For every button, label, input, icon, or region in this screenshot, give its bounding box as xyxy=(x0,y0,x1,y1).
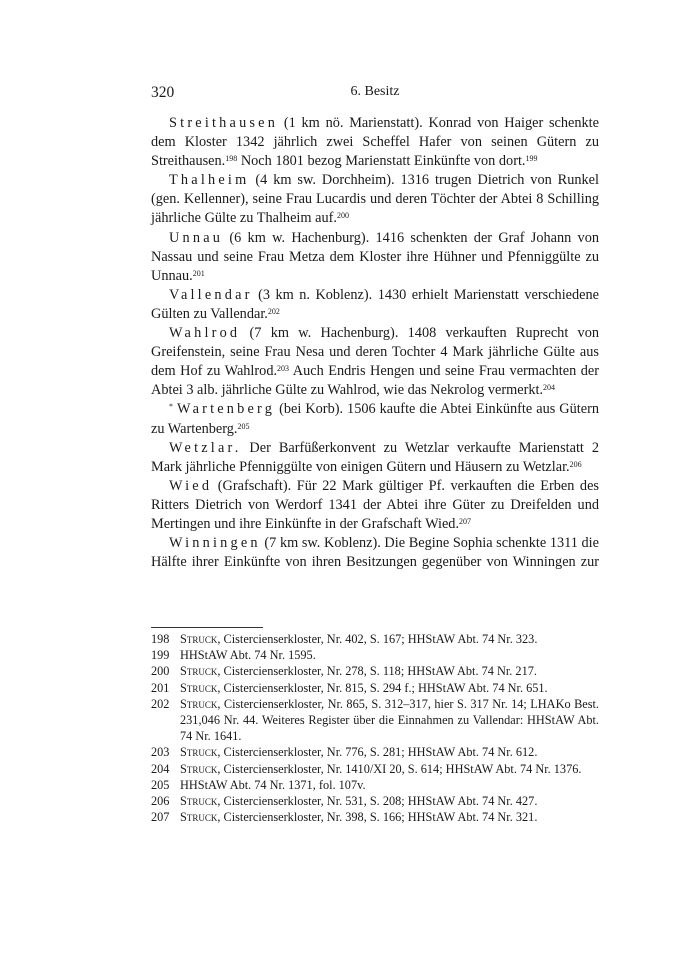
footnote xyxy=(151,663,599,679)
entry-text: (7 km w. Hachenburg). 1408 verkauften Ruprecht von Greifenstein, seine Frau Nesa und deren Tochter 4 Mark jährliche Gülte aus dem Hof zu Wahlrod. xyxy=(151,325,599,380)
entry-paragraph xyxy=(151,400,599,438)
entry-text: (3 km n. Koblenz). 1430 erhielt Marienstatt verschiedene Gülten zu Vallendar. xyxy=(151,286,599,322)
footnote xyxy=(151,761,599,777)
entry-text: Noch 1801 bezog Marienstatt Einkünfte von dort. xyxy=(237,153,526,170)
footnote xyxy=(151,680,599,696)
footnote-text: , Cistercienserkloster, Nr. 1410/XI 20, S. 614; HHStAW Abt. 74 Nr. 1376. xyxy=(217,761,582,776)
entry-paragraph xyxy=(151,534,599,572)
entry-paragraph xyxy=(151,171,599,228)
footnote-text: , Cistercienserkloster, Nr. 776, S. 281; HHStAW Abt. 74 Nr. 612. xyxy=(217,745,538,760)
entry-text: (6 km w. Hachenburg). 1416 schenkten der Graf Johann von Nassau und seine Frau Metza dem Kloster ihre Hühner und Pfenniggülte zu Unnau. xyxy=(151,229,599,284)
footnote-number: 204 xyxy=(151,761,170,776)
footnotes xyxy=(151,631,599,825)
footnote xyxy=(151,647,599,663)
footnote-text: , Cistercienserkloster, Nr. 531, S. 208; HHStAW Abt. 74 Nr. 427. xyxy=(217,794,538,809)
footnote xyxy=(151,696,599,745)
footnote-number: 202 xyxy=(151,696,170,711)
main-text xyxy=(151,114,599,572)
footnote-text: HHStAW Abt. 74 Nr. 1371, fol. 107v. xyxy=(180,777,366,792)
footnote-author: Struck xyxy=(180,680,218,695)
footnote-number: 198 xyxy=(151,632,170,646)
footnote-ref: 202 xyxy=(267,306,280,316)
footnote-ref: 200 xyxy=(336,211,349,221)
place-name: Winningen xyxy=(169,535,261,552)
footnote-author: Struck xyxy=(180,761,218,776)
footnote-ref: 199 xyxy=(525,154,538,164)
place-name: Wetzlar. xyxy=(169,439,242,456)
footnote-number: 201 xyxy=(151,680,170,695)
entry-text: (bei Korb). 1506 kaufte die Abtei Einkünfte aus Gütern zu Wartenberg. xyxy=(151,401,599,437)
footnote-text: , Cistercienserkloster, Nr. 815, S. 294 f.; HHStAW Abt. 74 Nr. 651. xyxy=(217,680,548,695)
footnote-ref: 205 xyxy=(237,421,250,431)
asterisk-mark: * xyxy=(169,402,173,412)
entry-paragraph xyxy=(151,114,599,171)
footnote-author: Struck xyxy=(180,745,218,760)
footnote-ref: 204 xyxy=(543,383,556,393)
place-name: Wied xyxy=(169,477,213,494)
running-head: 6. Besitz xyxy=(350,84,400,99)
footnote-text: , Cistercienserkloster, Nr. 865, S. 312–317, hier S. 317 Nr. 14; LHAKo Best. 231,046 Nr. 44. Weiteres Register über die Einnahmen zu Vallendar: HHStAW Abt. 74 Nr. 1641. xyxy=(180,696,599,744)
footnote-author: Struck xyxy=(180,696,218,711)
footnote-text: HHStAW Abt. 74 Nr. 1595. xyxy=(180,648,316,663)
footnote xyxy=(151,809,599,825)
footnote-text: , Cistercienserkloster, Nr. 398, S. 166; HHStAW Abt. 74 Nr. 321. xyxy=(217,810,538,825)
footnote-number: 206 xyxy=(151,794,170,809)
place-name: Unnau xyxy=(169,229,224,246)
footnote-ref: 206 xyxy=(569,459,582,469)
entry-text: Der Barfüßerkonvent zu Wetzlar verkaufte Marienstatt 2 Mark jährliche Pfenniggülte von einigen Gütern und Häusern zu Wetzlar. xyxy=(151,439,599,475)
footnote-number: 207 xyxy=(151,810,170,825)
entry-paragraph xyxy=(151,477,599,534)
footnote-author: Struck xyxy=(180,664,218,679)
place-name: Wartenberg xyxy=(177,401,276,418)
footnote-ref: 198 xyxy=(225,154,238,164)
entry-text: Auch Endris Hengen und seine Frau vermachten der Abtei 3 alb. jährliche Gülte zu Wahlrod, wie das Nekrolog vermerkt. xyxy=(151,363,599,399)
place-name: Streithausen xyxy=(169,115,279,131)
footnote-ref: 207 xyxy=(459,516,472,526)
footnote-text: , Cistercienserkloster, Nr. 278, S. 118; HHStAW Abt. 74 Nr. 217. xyxy=(217,664,537,679)
entry-text: (4 km sw. Dorchheim). 1316 trugen Dietrich von Runkel (gen. Kellenner), seine Frau Lucardis und deren Töchter der Abtei 8 Schilling jährliche Gülte zu Thalheim auf. xyxy=(151,172,599,227)
footnote-ref: 203 xyxy=(277,364,290,374)
entry-paragraph xyxy=(151,439,599,477)
entry-paragraph xyxy=(151,229,599,286)
footnote-author: Struck xyxy=(180,794,218,809)
footnote-ref: 201 xyxy=(192,268,205,278)
entry-paragraph xyxy=(151,324,599,400)
footnote xyxy=(151,777,599,793)
footnote-author: Struck xyxy=(180,632,218,646)
entry-text: (7 km sw. Koblenz). Die Begine Sophia schenkte 1311 die Hälfte ihrer Einkünfte von ihren Besitzungen gegenüber von Winningen zur xyxy=(151,535,599,571)
footnote-rule xyxy=(151,627,263,628)
footnote xyxy=(151,744,599,760)
footnote xyxy=(151,631,599,647)
place-name: Thalheim xyxy=(169,172,250,189)
entry-paragraph xyxy=(151,286,599,324)
page-header xyxy=(151,84,599,104)
footnote-number: 203 xyxy=(151,745,170,760)
footnote-text: , Cistercienserkloster, Nr. 402, S. 167; HHStAW Abt. 74 Nr. 323. xyxy=(217,632,538,646)
place-name: Vallendar xyxy=(169,286,253,303)
entry-text: (Grafschaft). Für 22 Mark gültiger Pf. verkauften die Erben des Ritters Dietrich von Werdorf 1341 der Abtei ihre Güter zu Dreifelden und Mertingen und ihre Einkünfte in der Grafschaft Wied. xyxy=(151,477,599,532)
footnote-number: 199 xyxy=(151,648,170,663)
place-name: Wahlrod xyxy=(169,325,241,342)
footnote-number: 205 xyxy=(151,777,170,792)
page-number: 320 xyxy=(151,84,175,101)
footnote-number: 200 xyxy=(151,664,170,679)
entry-text: (1 km nö. Marienstatt). Konrad von Haiger schenkte dem Kloster 1342 jährlich zwei Scheffel Hafer von seinen Gütern zu Streithausen. xyxy=(151,115,599,170)
footnote xyxy=(151,793,599,809)
footnote-author: Struck xyxy=(180,810,218,825)
